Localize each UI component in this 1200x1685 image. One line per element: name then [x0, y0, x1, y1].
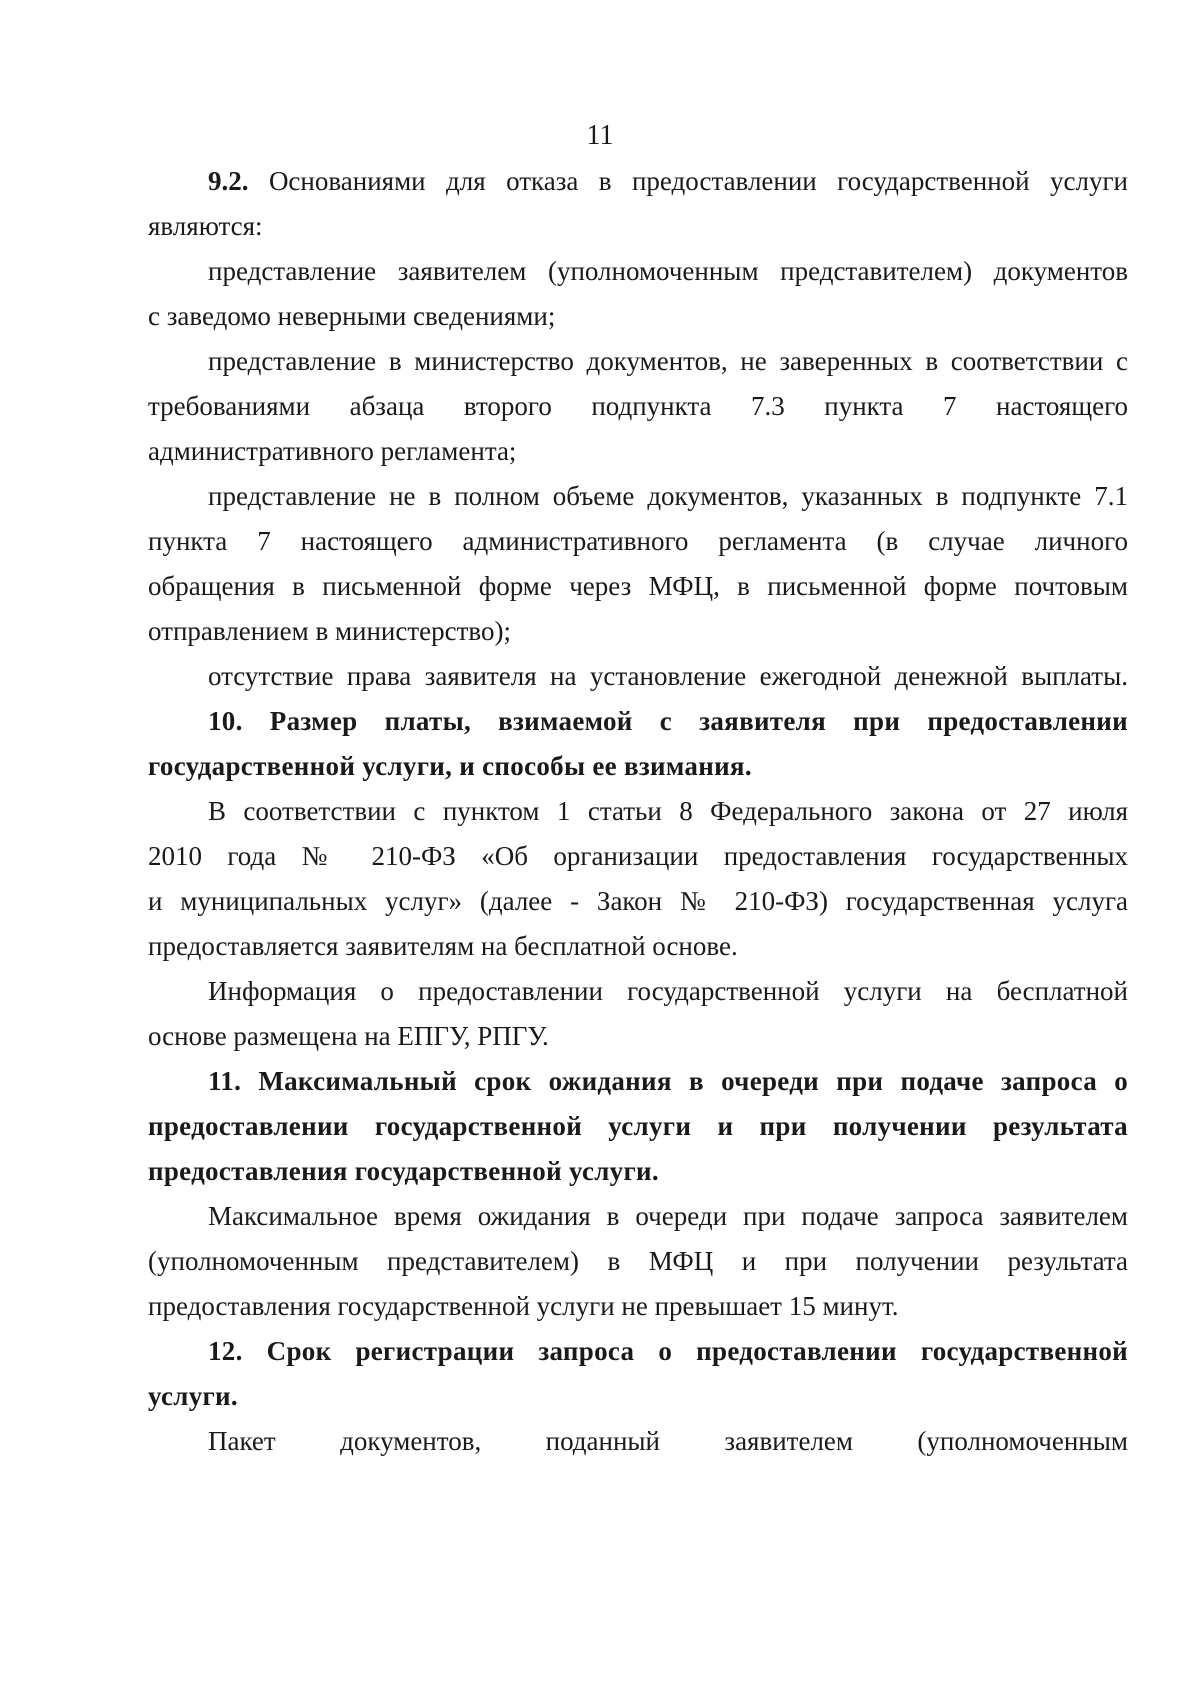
section-11-heading-line-2: предоставлении государственной услуги и при получении результата [148, 1111, 1128, 1141]
ground-3-line-4: отправлением в министерство); [148, 616, 511, 646]
ground-1-line-1: представление заявителем (уполномоченным представителем) документов [208, 256, 1128, 286]
section-11-p1-line-2: (уполномоченным представителем) в МФЦ и при получении результата [148, 1246, 1128, 1276]
section-10-p1-line-4: предоставляется заявителям на бесплатной основе. [148, 931, 738, 961]
ground-3-line-3: обращения в письменной форме через МФЦ, в письменной форме почтовым [148, 571, 1128, 601]
section-10-p1-line-1: В соответствии с пунктом 1 статьи 8 Федерального закона от 27 июля [208, 796, 1128, 826]
page-number: 11 [586, 120, 614, 151]
section-9-2-line-2: являются: [148, 211, 263, 241]
ground-1-line-2: с заведомо неверными сведениями; [148, 301, 556, 331]
section-9-2-line-1-text: Основаниями для отказа в предоставлении государственной услуги [268, 166, 1129, 196]
section-12-p1-line-1: Пакет документов, поданный заявителем (уполномоченным [208, 1426, 1128, 1456]
section-12-heading-line-2: услуги. [148, 1381, 238, 1411]
ground-3-line-1: представление не в полном объеме документов, указанных в подпункте 7.1 [208, 481, 1128, 511]
section-10-p2-line-1: Информация о предоставлении государственной услуги на бесплатной [208, 976, 1128, 1006]
ground-4-line-1: отсутствие права заявителя на установление ежегодной денежной выплаты. [208, 661, 1128, 691]
ground-2-line-1: представление в министерство документов, не заверенных в соответствии с [208, 346, 1128, 376]
ground-2-line-2: требованиями абзаца второго подпункта 7.3 пункта 7 настоящего [148, 391, 1128, 421]
section-11-heading-line-3: предоставления государственной услуги. [148, 1156, 659, 1186]
section-11-p1-line-3: предоставления государственной услуги не превышает 15 минут. [148, 1291, 899, 1321]
section-9-2-number: 9.2. [208, 166, 249, 196]
ground-3-line-2: пункта 7 настоящего административного регламента (в случае личного [148, 526, 1128, 556]
section-11-p1-line-1: Максимальное время ожидания в очереди при подаче запроса заявителем [208, 1201, 1128, 1231]
section-10-p2-line-2: основе размещена на ЕПГУ, РПГУ. [148, 1021, 549, 1051]
section-11-heading-line-1: 11. Максимальный срок ожидания в очереди при подаче запроса о [208, 1066, 1128, 1096]
section-10-heading-line-2: государственной услуги, и способы ее взимания. [148, 751, 752, 781]
section-10-heading-line-1: 10. Размер платы, взимаемой с заявителя при предоставлении [208, 706, 1128, 736]
section-9-2-line-1 [208, 164, 1128, 198]
section-12-heading-line-1: 12. Срок регистрации запроса о предоставлении государственной [208, 1336, 1128, 1366]
section-10-p1-line-3: и муниципальных услуг» (далее - Закон № 210-ФЗ) государственная услуга [148, 886, 1128, 916]
section-10-p1-line-2: 2010 года № 210-ФЗ «Об организации предоставления государственных [148, 841, 1128, 871]
ground-2-line-3: административного регламента; [148, 436, 517, 466]
